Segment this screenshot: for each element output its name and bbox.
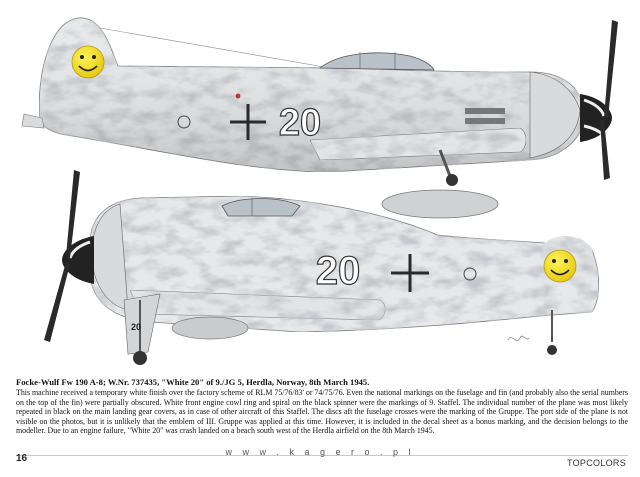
caption-title: Focke-Wulf Fw 190 A-8; W.Nr. 737435, "White 20" of 9./JG 5, Herdla, Norway, 8th March 1945. (16, 377, 370, 387)
aircraft-profile-port (44, 170, 599, 365)
bomb-bottom (172, 317, 248, 339)
smiley-emblem-top (72, 46, 104, 78)
publisher-url[interactable]: w w w . k a g e r o . p l (225, 447, 415, 457)
propeller-top (600, 20, 618, 180)
caption-body: This machine received a temporary white finish over the factory scheme of RLM 75/76/83' or 74/75/76. Even the national markings on the fuselage and fin (and probably also the serial numbers on the top of the fin) were partially obscured. White front engine cowl ring and spiral on the black spinner were the markings of 9. Staffel. The individual number of the plane was most likely repeated in black on the main landing gear covers, as in case of other aircraft of this Staffel. The discs aft the fuselage crosses were the marking of the Gruppe. The port side of the plane is not visible on the photos, but it is unlikely that the emblem of III. Gruppe was applied at this time. However, it is included in the decal sheet as a bonus marking, and the decision belongs to the modeller. Due to an engine failure, "White 20" was crash landed on a beach south west of the Herdla airfield on the 8th March 1945. (16, 388, 628, 436)
series-brand: TOPCOLORS (566, 458, 626, 468)
gear-cover-number-bottom: 20 (131, 322, 142, 332)
gear-cover-bottom (124, 294, 160, 354)
artist-signature (508, 336, 529, 341)
drop-tank-bottom (382, 190, 498, 218)
smiley-emblem-bottom (544, 250, 576, 282)
aircraft-profile-starboard (22, 18, 618, 186)
canopy-top (320, 53, 434, 70)
fuselage-number-top: 20 (278, 102, 322, 144)
fuselage-number-bottom: 20 (315, 249, 361, 293)
page-number: 16 (16, 453, 28, 464)
